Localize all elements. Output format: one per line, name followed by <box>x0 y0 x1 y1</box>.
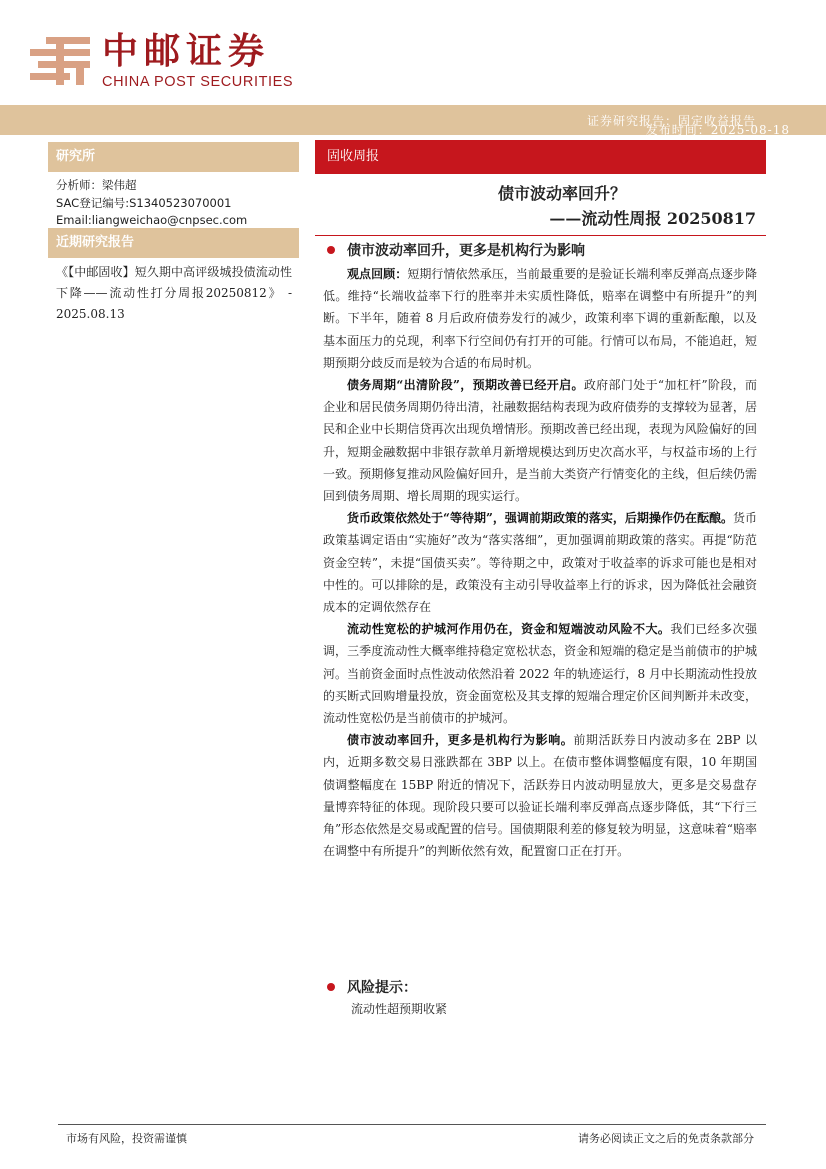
risk-heading-text: 风险提示： <box>347 980 417 996</box>
footer-right: 请务必阅读正文之后的免责条款部分 <box>578 1132 754 1145</box>
logo <box>28 32 293 90</box>
section-heading <box>327 240 585 260</box>
analyst-email[interactable]: Email:liangweichao@cnpsec.com <box>56 213 248 227</box>
report-title: 债市波动率回升？ <box>497 184 626 203</box>
institute-heading: 研究所 <box>48 142 299 172</box>
footer-left: 市场有风险，投资需谨慎 <box>66 1132 187 1145</box>
risk-text: 流动性超预期收紧 <box>351 1002 448 1016</box>
report-type: 证券研究报告：固定收益报告 <box>586 114 756 128</box>
logo-en: CHINA POST SECURITIES <box>102 74 294 90</box>
paragraph-lead: 货币政策依然处于“等待期”，强调前期政策的落实，后期操作仍在酝酿。 <box>347 511 733 526</box>
recent-reports-heading: 近期研究报告 <box>48 228 299 258</box>
category-banner: 固收周报 <box>315 140 766 174</box>
risk-heading <box>327 977 417 997</box>
paragraph-lead: 观点回顾： <box>347 267 408 281</box>
report-subtitle: ——流动性周报 20250817 <box>549 209 756 228</box>
paragraph <box>323 729 757 862</box>
paragraph <box>323 507 757 618</box>
paragraph <box>323 263 757 374</box>
china-post-logo-icon <box>28 35 94 87</box>
paragraph <box>323 618 757 729</box>
section-heading-text: 债市波动率回升，更多是机构行为影响 <box>347 243 585 259</box>
paragraph <box>323 374 757 507</box>
logo-cn: 中邮证券 <box>102 31 271 72</box>
title-divider <box>315 235 766 236</box>
analyst-info <box>56 177 247 230</box>
paragraph-text: 政府部门处于“加杠杆”阶段，而企业和居民债务周期仍待出清，社融数据结构表现为政府债券的支撑较为显著，居民和企业中长期信贷再次出现负增情形。预期改善已经出现，表现为风险偏好的回升，短期金融数据中非银存款单月新增规模达到历史次高水平，与权益市场的上行一致。预期修复推动风险偏好回升，是当前大类资产行情变化的主线，但后续仍需回到债务周期、增长周期的现实运行。 <box>323 378 757 504</box>
paragraph-lead: 债务周期“出清阶段”，预期改善已经开启。 <box>347 378 584 393</box>
paragraph-text: 前期活跃券日内波动多在 2BP 以内，近期多数交易日涨跌都在 3BP 以上。在债市整体调整幅度有限，10 年期国债调整幅度在 15BP 附近的情况下，活跃券日内波动明显放大，更多是交易盘存量博弈特征的体现。现阶段只要可以验证长端利率反弹高点逐步降低，其“下行三角”形态依然是交易或配置的信号。国债期限利差的修复较为明显，这意味着“赔率在调整中有所提升”的判断依然有效，配置窗口正在打开。 <box>323 733 757 859</box>
bullet-icon <box>327 246 335 254</box>
report-body <box>323 263 757 862</box>
paragraph-lead: 债市波动率回升，更多是机构行为影响。 <box>347 733 574 748</box>
recent-report-link[interactable]: 《【中邮固收】短久期中高评级城投债流动性下降——流动性打分周报20250812》 - 2025.08.13 <box>56 265 292 321</box>
analyst-sac: SAC登记编号:S1340523070001 <box>56 195 232 210</box>
analyst-name: 分析师：梁伟超 <box>56 178 137 192</box>
bullet-icon <box>327 983 335 991</box>
paragraph-text: 短期行情依然承压，当前最重要的是验证长端利率反弹高点逐步降低。维持“长端收益率下行的胜率并未实质性降低，赔率在调整中有所提升”的判断。下半年，随着 8 月后政府债券发行的减少，政策利率下调的重新酝酿，以及基本面压力的兑现，利率下行空间仍有打开的可能。行情可以布局，不能追赶，短期预期分歧反而是较为合适的布局时机。 <box>323 267 757 370</box>
publish-date: 发布时间：2025-08-18 <box>645 123 790 137</box>
paragraph-lead: 流动性宽松的护城河作用仍在，资金和短端波动风险不大。 <box>347 622 671 637</box>
paragraph-text: 我们已经多次强调，三季度流动性大概率维持稳定宽松状态，资金和短端的稳定是当前债市的护城河。当前资金面时点性波动依然沿着 2022 年的轨迹运行，8 月中长期流动性投放的买断式回购增量投放，资金面宽松及其支撑的短端合理定价区间判断并未改变，流动性宽松仍是当前债市的护城河。 <box>323 622 757 726</box>
paragraph-text: 货币政策基调定语由“实施好”改为“落实落细”，更加强调前期政策的落实。再提“防范资金空转”，未提“国债买卖”。等待期之中，政策对于收益率的诉求可能也是相对中性的。可以排除的是，政策没有主动引导收益率上行的诉求，因为降低社会融资成本的定调依然存在 <box>323 511 757 615</box>
footer-divider <box>58 1124 766 1125</box>
